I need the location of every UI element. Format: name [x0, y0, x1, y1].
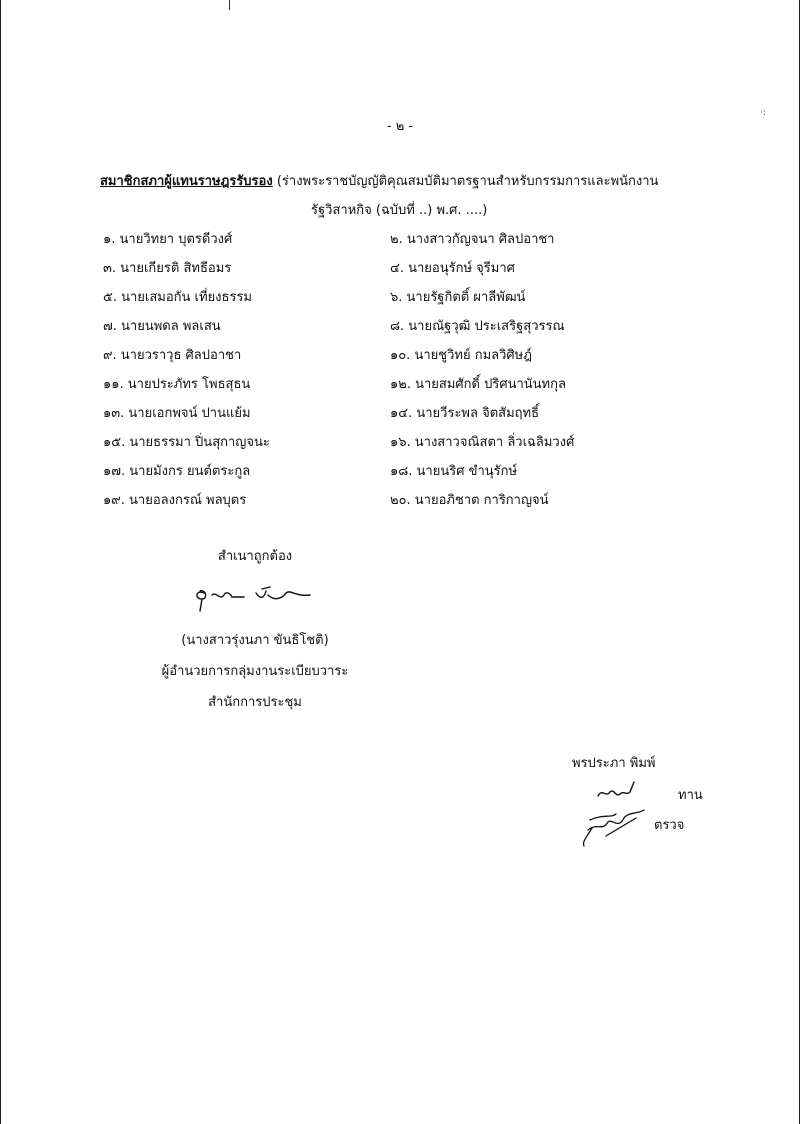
typed-label: ทาน — [678, 788, 703, 803]
scan-mark — [229, 0, 230, 10]
member-19: ๑๙. นายอลงกรณ์ พลบุตร — [103, 493, 247, 508]
member-12: ๑๒. นายสมศักดิ์ ปริศนานันทกุล — [390, 377, 566, 392]
member-row — [0, 315, 800, 344]
page-number: - ๒ - — [386, 119, 414, 134]
member-row — [0, 431, 800, 460]
initials-icon — [572, 778, 652, 808]
member-14: ๑๔. นายวีระพล จิตสัมฤทธิ์ — [390, 406, 540, 421]
member-list — [0, 228, 800, 518]
member-17: ๑๗. นายมังกร ยนต์ตระกูล — [103, 464, 251, 479]
certified-copy-label: สำเนาถูกต้อง — [217, 549, 293, 564]
member-9: ๙. นายวราวุธ ศิลปอาชา — [103, 348, 242, 363]
certification-block — [150, 545, 360, 712]
member-3: ๓. นายเกียรติ สิทธีอมร — [103, 261, 232, 276]
certifier-office: สำนักการประชุม — [208, 695, 302, 710]
member-11: ๑๑. นายประภัทร โพธสุธน — [103, 377, 251, 392]
member-row — [0, 257, 800, 286]
member-row — [0, 373, 800, 402]
member-row — [0, 228, 800, 257]
checked-mark-row — [572, 808, 732, 838]
member-13: ๑๓. นายเอกพจน์ ปานแย้ม — [103, 406, 251, 421]
scan-speck-icon: ·: — [760, 108, 766, 118]
member-row — [0, 489, 800, 518]
checker-signature-icon — [572, 808, 652, 848]
page-border-left — [0, 0, 1, 1124]
member-8: ๘. นายณัฐวุฒิ ประเสริฐสุวรรณ — [390, 319, 565, 334]
member-1: ๑. นายวิทยา บุตรดีวงศ์ — [103, 232, 233, 247]
member-10: ๑๐. นายชูวิทย์ กมลวิศิษฎ์ — [390, 348, 532, 363]
member-row — [0, 460, 800, 489]
member-7: ๗. นายนพดล พลเสน — [103, 319, 221, 334]
member-2: ๒. นางสาวกัญจนา ศิลปอาชา — [390, 232, 555, 247]
member-20: ๒๐. นายอภิชาต การิกาญจน์ — [390, 493, 549, 508]
heading — [100, 170, 740, 191]
member-15: ๑๕. นายธรรมา ปิ่นสุกาญจนะ — [103, 435, 270, 450]
member-5: ๕. นายเสมอกัน เที่ยงธรรม — [103, 290, 252, 305]
typed-mark-row — [572, 778, 732, 808]
member-18: ๑๘. นายนริศ ขำนุรักษ์ — [390, 464, 518, 479]
signature-icon — [190, 579, 320, 615]
typist-name: พรประภา พิมพ์ — [572, 756, 656, 771]
member-row — [0, 286, 800, 315]
heading-subtitle-line1: (ร่างพระราชบัญญัติคุณสมบัติมาตรฐานสำหรับกรรมการและพนักงาน — [276, 174, 659, 189]
heading-title: สมาชิกสภาผู้แทนราษฎรรับรอง — [100, 174, 273, 189]
certifier-position: ผู้อำนวยการกลุ่มงานระเบียบวาระ — [161, 664, 349, 679]
typist-block — [572, 752, 732, 838]
member-6: ๖. นายรัฐกิตติ์ ผาลีพัฒน์ — [390, 290, 526, 305]
member-16: ๑๖. นางสาวจณิสตา ลิ่วเฉลิมวงศ์ — [390, 435, 575, 450]
member-4: ๔. นายอนุรักษ์ จุรีมาศ — [390, 261, 515, 276]
checked-label: ตรวจ — [654, 818, 685, 833]
certifier-name: (นางสาวรุ่งนภา ขันธิโชติ) — [181, 633, 329, 648]
member-row — [0, 402, 800, 431]
member-row — [0, 344, 800, 373]
heading-subtitle-line2: รัฐวิสาหกิจ (ฉบับที่ ..) พ.ศ. ....) — [311, 203, 488, 218]
